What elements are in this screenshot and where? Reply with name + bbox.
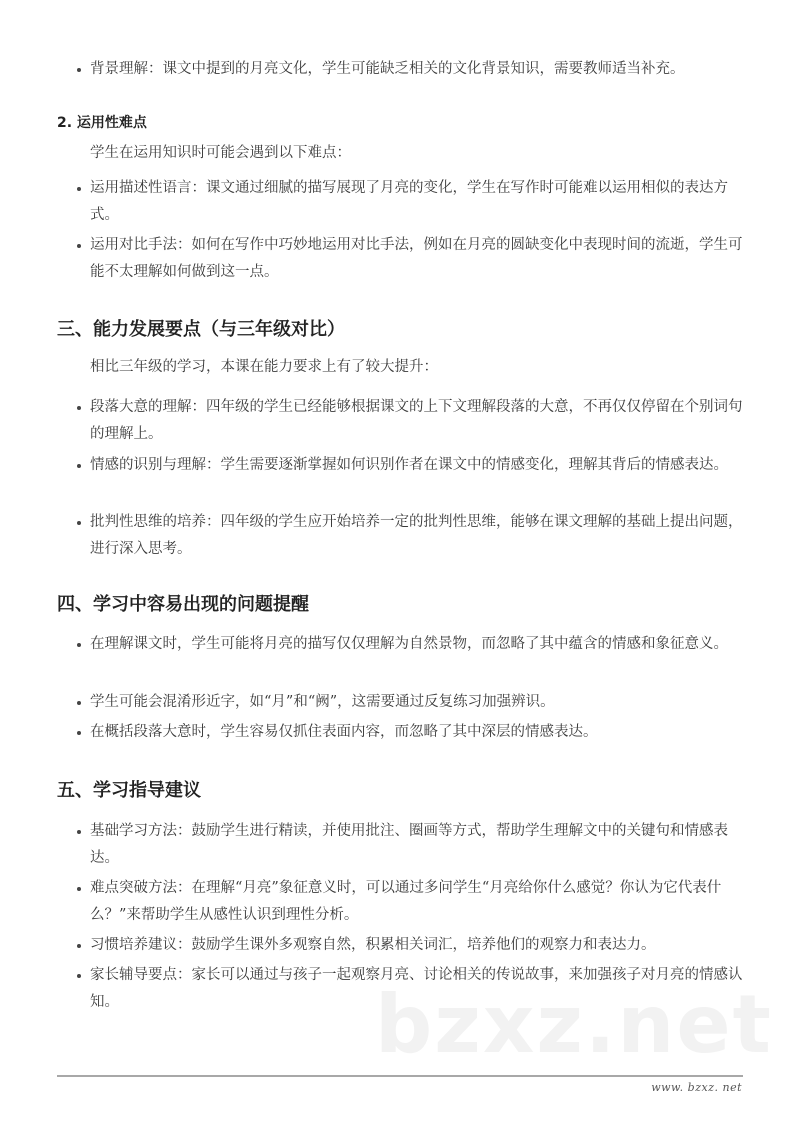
bullet-icon <box>77 68 81 72</box>
bullet-icon <box>77 974 81 978</box>
bullet-icon <box>77 244 81 248</box>
list-item-text: 基础学习方法：鼓励学生进行精读，并使用批注、圈画等方式，帮助学生理解文中的关键句和情感表达。 <box>90 823 728 866</box>
subsection-intro: 学生在运用知识时可能会遇到以下难点： <box>90 145 351 161</box>
list-item <box>90 689 750 716</box>
watermark: bzxz.net <box>375 978 773 1071</box>
list-item <box>90 932 750 959</box>
bullet-icon <box>77 521 81 525</box>
list-item-text: 家长辅导要点：家长可以通过与孩子一起观察月亮、讨论相关的传说故事，来加强孩子对月亮的情感认知。 <box>90 967 743 1010</box>
list-item <box>90 175 750 229</box>
bullet-icon <box>77 830 81 834</box>
bullet-icon <box>77 406 81 410</box>
list-item-text: 段落大意的理解：四年级的学生已经能够根据课文的上下文理解段落的大意，不再仅仅停留在个别词句的理解上。 <box>90 399 743 442</box>
list-item <box>90 394 750 448</box>
section-heading: 三、能力发展要点（与三年级对比） <box>57 319 345 340</box>
list-item-text: 背景理解：课文中提到的月亮文化，学生可能缺乏相关的文化背景知识，需要教师适当补充。 <box>90 61 685 77</box>
subsection-heading: 2. 运用性难点 <box>57 115 147 131</box>
bullet-icon <box>77 944 81 948</box>
list-item <box>90 719 750 746</box>
list-item <box>90 452 750 479</box>
section-heading: 五、学习指导建议 <box>57 780 201 801</box>
list-item-text: 在概括段落大意时，学生容易仅抓住表面内容，而忽略了其中深层的情感表达。 <box>90 724 598 740</box>
footer-url: www. bzxz. net <box>651 1081 742 1094</box>
list-item-text: 难点突破方法：在理解“月亮”象征意义时，可以通过多问学生“月亮给你什么感觉？你认为它代表什么？”来帮助学生从感性认识到理性分析。 <box>90 880 722 923</box>
footer-divider <box>57 1075 743 1077</box>
list-item-background-understanding <box>90 56 750 83</box>
bullet-icon <box>77 643 81 647</box>
list-item <box>90 232 750 286</box>
bullet-icon <box>77 187 81 191</box>
section-intro: 相比三年级的学习，本课在能力要求上有了较大提升： <box>90 359 438 375</box>
bullet-icon <box>77 464 81 468</box>
bullet-icon <box>77 701 81 705</box>
list-item-text: 情感的识别与理解：学生需要逐渐掌握如何识别作者在课文中的情感变化，理解其背后的情感表达。 <box>90 457 728 473</box>
bullet-icon <box>77 887 81 891</box>
list-item <box>90 818 750 872</box>
list-item-text: 运用对比手法：如何在写作中巧妙地运用对比手法，例如在月亮的圆缺变化中表现时间的流逝，学生可能不太理解如何做到这一点。 <box>90 237 743 280</box>
list-item-text: 习惯培养建议：鼓励学生课外多观察自然，积累相关词汇，培养他们的观察力和表达力。 <box>90 937 656 953</box>
list-item-text: 批判性思维的培养：四年级的学生应开始培养一定的批判性思维，能够在课文理解的基础上提出问题，进行深入思考。 <box>90 514 743 557</box>
list-item <box>90 631 750 658</box>
list-item-text: 运用描述性语言：课文通过细腻的描写展现了月亮的变化，学生在写作时可能难以运用相似的表达方式。 <box>90 180 728 223</box>
list-item-text: 学生可能会混淆形近字，如“月”和“阙”，这需要通过反复练习加强辨识。 <box>90 694 555 710</box>
section-heading: 四、学习中容易出现的问题提醒 <box>57 594 309 615</box>
list-item <box>90 875 750 929</box>
bullet-icon <box>77 731 81 735</box>
list-item <box>90 509 750 563</box>
list-item-text: 在理解课文时，学生可能将月亮的描写仅仅理解为自然景物，而忽略了其中蕴含的情感和象征意义。 <box>90 636 728 652</box>
